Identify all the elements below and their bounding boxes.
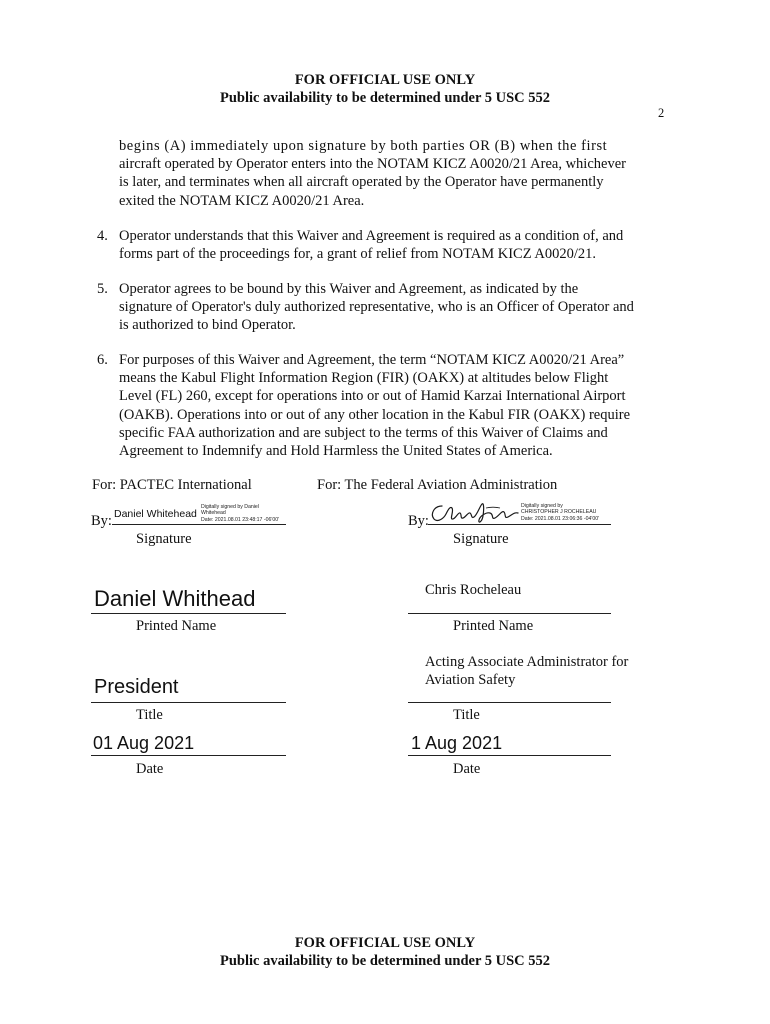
paragraph-line: is later, and terminates when all aircraft operated by the Operator have permanently — [119, 174, 604, 191]
right-date-label: Date — [453, 761, 481, 777]
digital-sign-line: Date: 2021.08.01 23:48:17 -06'00' — [201, 516, 280, 523]
left-printed-name-label: Printed Name — [136, 618, 217, 634]
header-line-1: FOR OFFICIAL USE ONLY — [294, 72, 476, 88]
right-by-label: By: — [408, 513, 429, 529]
left-for-label: For: PACTEC International — [92, 477, 252, 493]
paragraph-line: specific FAA authorization and are subject to the terms of this Waiver of Claims and — [119, 424, 608, 441]
paragraph-line: means the Kabul Flight Information Region (FIR) (OAKX) at altitudes below Flight — [119, 370, 609, 387]
item-5-text — [119, 280, 664, 335]
paragraph-line: aircraft operated by Operator enters into the NOTAM KICZ A0020/21 Area, whichever — [119, 156, 626, 173]
left-printed-name-line — [91, 613, 286, 614]
item-number: 6. — [97, 352, 108, 368]
digital-sign-line: Whitehead — [201, 510, 226, 517]
page-number: 2 — [658, 106, 665, 120]
item-number: 5. — [97, 281, 108, 297]
paragraph-line: begins (A) immediately upon signature by both parties OR (B) when the first — [119, 138, 608, 154]
digital-sign-line: Date: 2021.08.01 23:06:36 -04'00' — [521, 515, 600, 522]
left-date: 01 Aug 2021 — [93, 733, 195, 753]
paragraph-line: (OAKB). Operations into or out of any other location in the Kabul FIR (OAKX) require — [119, 406, 631, 423]
left-title-label: Title — [136, 707, 163, 723]
digital-sign-line: CHRISTOPHER J ROCHELEAU — [521, 509, 597, 516]
left-signature-line — [112, 524, 286, 525]
item-4-text — [119, 227, 664, 263]
left-digital-signature-name: Daniel Whitehead — [114, 508, 197, 520]
right-printed-name-label: Printed Name — [453, 618, 534, 634]
paragraph-line: For purposes of this Waiver and Agreement, the term “NOTAM KICZ A0020/21 Area” — [119, 352, 625, 368]
paragraph-line: is authorized to bind Operator. — [119, 317, 296, 334]
paragraph-line: Level (FL) 260, except for operations into or out of Hamid Karzai International Airport — [119, 388, 626, 405]
right-title — [425, 653, 628, 689]
left-digital-signature-info — [201, 504, 279, 523]
footer-line-1: FOR OFFICIAL USE ONLY — [294, 935, 476, 951]
right-title-line-text: Aviation Safety — [425, 672, 516, 688]
right-title-line — [408, 702, 611, 703]
header-line-2: Public availability to be determined under 5 USC 552 — [219, 90, 551, 106]
digital-sign-line: Digitally signed by Daniel — [201, 504, 259, 510]
left-by-label: By: — [91, 513, 112, 529]
right-printed-name: Chris Rocheleau — [425, 582, 522, 598]
left-title: President — [94, 676, 179, 698]
left-printed-name: Daniel Whithead — [94, 586, 256, 611]
footer-line-2: Public availability to be determined under 5 USC 552 — [219, 953, 551, 969]
paragraph-line: forms part of the proceedings for, a grant of relief from NOTAM KICZ A0020/21. — [119, 246, 597, 263]
left-title-line — [91, 702, 286, 703]
right-title-line-text: Acting Associate Administrator for — [425, 654, 629, 670]
right-for-label: For: The Federal Aviation Administration — [317, 477, 558, 493]
right-date-line — [408, 755, 611, 756]
right-handwritten-signature — [428, 500, 520, 526]
right-signature-label: Signature — [453, 531, 509, 547]
item-6-text — [119, 351, 664, 460]
right-date: 1 Aug 2021 — [411, 733, 503, 753]
left-date-line — [91, 755, 286, 756]
paragraph-line: Agreement to Indemnify and Hold Harmless the United States of America. — [119, 443, 553, 460]
left-signature-label: Signature — [136, 531, 192, 547]
digital-sign-line: Digitally signed by — [521, 503, 563, 509]
continuation-paragraph — [119, 137, 664, 210]
left-date-label: Date — [136, 761, 164, 777]
right-signature-line — [428, 524, 611, 525]
right-title-label: Title — [453, 707, 480, 723]
paragraph-line: signature of Operator's duly authorized representative, who is an Officer of Operator and — [119, 299, 634, 316]
right-digital-signature-info — [521, 503, 599, 522]
paragraph-line: Operator understands that this Waiver and Agreement is required as a condition of, and — [119, 228, 624, 244]
paragraph-line: exited the NOTAM KICZ A0020/21 Area. — [119, 192, 365, 209]
paragraph-line: Operator agrees to be bound by this Waiver and Agreement, as indicated by the — [119, 281, 579, 297]
item-number: 4. — [97, 228, 108, 244]
right-printed-name-line — [408, 613, 611, 614]
